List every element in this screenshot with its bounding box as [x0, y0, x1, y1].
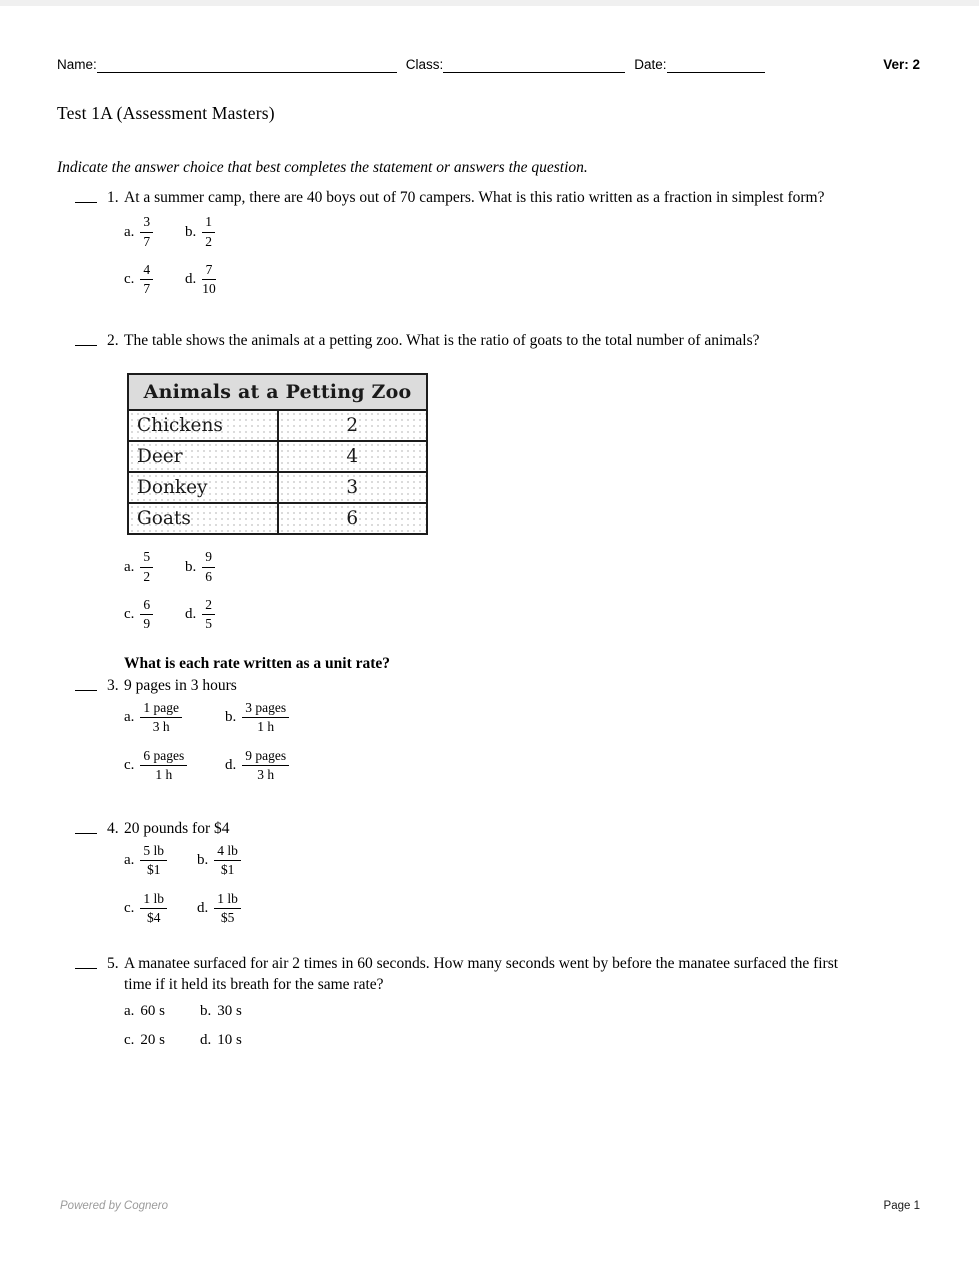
option-label: b.	[185, 558, 197, 575]
fraction-denominator: $5	[220, 910, 235, 926]
question-4-options	[124, 843, 920, 927]
option-d	[185, 597, 215, 633]
fraction	[202, 549, 215, 585]
option-a	[124, 1003, 165, 1020]
fraction-numerator: 6 pages	[140, 748, 187, 766]
answer-blank	[75, 330, 97, 346]
animal-count-cell: 4	[278, 441, 428, 472]
fraction-numerator: 4 lb	[214, 843, 241, 861]
option-label: b.	[225, 709, 237, 726]
question-text: 9 pages in 3 hours	[124, 676, 237, 694]
fraction-denominator: 6	[205, 568, 212, 584]
fraction-numerator: 1	[202, 214, 215, 232]
option-label: b.	[197, 852, 209, 869]
question-3	[75, 675, 920, 696]
fraction	[140, 214, 153, 250]
animal-name-cell: Goats	[128, 503, 278, 534]
option-label: d.	[185, 271, 197, 288]
fraction-numerator: 5 lb	[140, 843, 167, 861]
fraction	[202, 214, 215, 250]
option-a	[124, 214, 153, 250]
option-label: a.	[124, 223, 135, 240]
option-label: a.	[124, 1002, 135, 1019]
question-1	[75, 187, 920, 208]
question-number: 4.	[107, 819, 119, 837]
animal-name-cell: Donkey	[128, 472, 278, 503]
unit-rate-section-heading: What is each rate written as a unit rate?	[124, 654, 391, 672]
fraction-denominator: 1 h	[257, 719, 275, 735]
fraction	[140, 891, 167, 927]
option-label: a.	[124, 558, 135, 575]
option-b	[197, 843, 241, 879]
animal-count-cell: 2	[278, 410, 428, 441]
fraction	[214, 891, 241, 927]
option-value: 30 s	[217, 1002, 242, 1019]
page-number: Page 1	[883, 1200, 920, 1212]
fraction-numerator: 4	[140, 262, 153, 280]
question-text: At a summer camp, there are 40 boys out of 70 campers. What is this ratio written as a fraction in simplest form?	[124, 189, 825, 206]
question-number: 1.	[107, 189, 119, 206]
option-label: b.	[200, 1002, 212, 1019]
answer-blank	[75, 953, 97, 969]
fraction-numerator: 1 lb	[140, 891, 167, 909]
name-fill-line	[97, 58, 397, 73]
fraction-denominator: 5	[205, 616, 212, 632]
fraction-numerator: 9	[202, 549, 215, 567]
animal-name-cell: Deer	[128, 441, 278, 472]
option-b	[200, 1003, 242, 1020]
fraction	[140, 700, 182, 736]
table-header-row	[128, 374, 427, 410]
fraction-numerator: 3	[140, 214, 153, 232]
question-number: 2.	[107, 331, 119, 349]
question-text: A manatee surfaced for air 2 times in 60 seconds. How many seconds went by before the manatee surfaced the first time if it held its breath for the same rate?	[124, 954, 839, 993]
fraction-denominator: 9	[143, 616, 151, 632]
fraction-denominator: 7	[143, 281, 151, 297]
fraction-numerator: 1 lb	[214, 891, 241, 909]
option-c	[124, 891, 167, 927]
fraction-numerator: 1 page	[140, 700, 182, 718]
option-d	[225, 748, 289, 784]
date-fill-line	[667, 58, 765, 73]
instruction-text: Indicate the answer choice that best completes the statement or answers the question.	[57, 159, 588, 176]
question-5-options	[124, 1003, 920, 1049]
question-number: 5.	[107, 954, 119, 972]
question-3-options	[124, 700, 920, 784]
fraction	[214, 843, 241, 879]
page-title: Test 1A (Assessment Masters)	[57, 103, 275, 123]
fraction-numerator: 6	[140, 597, 153, 615]
option-b	[225, 700, 289, 736]
animal-name-cell: Chickens	[128, 410, 278, 441]
fraction-denominator: 7	[143, 233, 151, 249]
option-label: c.	[124, 1031, 135, 1048]
option-d	[197, 891, 241, 927]
fraction-numerator: 5	[140, 549, 153, 567]
fraction	[140, 748, 187, 784]
fraction-numerator: 7	[202, 262, 216, 280]
fraction-numerator: 9 pages	[242, 748, 289, 766]
option-value: 20 s	[140, 1031, 166, 1048]
fraction-denominator: 3 h	[257, 767, 275, 783]
option-b	[185, 549, 215, 585]
fraction	[202, 597, 215, 633]
name-label: Name:	[57, 57, 97, 73]
table-title: Animals at a Petting Zoo	[128, 374, 427, 410]
fraction	[140, 549, 153, 585]
fraction-denominator: $4	[146, 910, 161, 926]
option-label: d.	[197, 900, 209, 917]
powered-by-text: Powered by Cognero	[60, 1200, 169, 1212]
option-c	[124, 748, 187, 784]
question-5	[75, 953, 920, 995]
option-label: a.	[124, 709, 135, 726]
option-a	[124, 700, 182, 736]
fraction	[242, 700, 289, 736]
page-footer	[60, 1200, 920, 1212]
question-text: 20 pounds for $4	[124, 819, 230, 837]
option-label: a.	[124, 852, 135, 869]
animal-count-cell: 6	[278, 503, 428, 534]
fraction-denominator: $1	[146, 862, 161, 878]
class-fill-line	[443, 58, 625, 73]
date-label: Date:	[634, 57, 667, 73]
table-row	[128, 503, 427, 534]
answer-blank	[75, 187, 97, 203]
fraction-denominator: 3 h	[152, 719, 170, 735]
fraction-denominator: 2	[143, 568, 151, 584]
fraction-denominator: 1 h	[155, 767, 173, 783]
answer-blank	[75, 818, 97, 834]
option-d	[200, 1032, 242, 1049]
option-label: b.	[185, 223, 197, 240]
option-label: d.	[225, 757, 237, 774]
option-c	[124, 1032, 165, 1049]
fraction-numerator: 2	[202, 597, 215, 615]
option-c	[124, 597, 153, 633]
option-c	[124, 262, 153, 298]
table-row	[128, 410, 427, 441]
option-value: 10 s	[217, 1031, 242, 1048]
fraction	[242, 748, 289, 784]
animal-count-cell: 3	[278, 472, 428, 503]
fraction	[202, 262, 216, 298]
fraction-denominator: $1	[220, 862, 235, 878]
option-d	[185, 262, 216, 298]
option-label: c.	[124, 900, 135, 917]
option-label: d.	[185, 606, 197, 623]
option-a	[124, 843, 167, 879]
fraction	[140, 597, 153, 633]
question-2	[75, 330, 920, 351]
question-number: 3.	[107, 676, 119, 694]
header-fields	[57, 56, 920, 73]
version-label: Ver: 2	[883, 57, 920, 73]
question-text: The table shows the animals at a petting zoo. What is the ratio of goats to the total number of animals?	[124, 331, 760, 349]
option-label: c.	[124, 606, 135, 623]
option-value: 60 s	[140, 1002, 166, 1019]
option-label: c.	[124, 271, 135, 288]
question-4	[75, 818, 920, 839]
fraction-denominator: 2	[205, 233, 212, 249]
fraction	[140, 262, 153, 298]
option-a	[124, 549, 153, 585]
option-label: d.	[200, 1031, 212, 1048]
fraction-denominator: 10	[202, 281, 216, 297]
question-1-options	[124, 214, 920, 298]
table-row	[128, 441, 427, 472]
question-2-options	[124, 549, 920, 633]
table-row	[128, 472, 427, 503]
petting-zoo-table	[127, 373, 428, 535]
class-label: Class:	[405, 57, 444, 73]
option-label: c.	[124, 757, 135, 774]
fraction-numerator: 3 pages	[242, 700, 289, 718]
fraction	[140, 843, 167, 879]
answer-blank	[75, 675, 97, 691]
option-b	[185, 214, 215, 250]
